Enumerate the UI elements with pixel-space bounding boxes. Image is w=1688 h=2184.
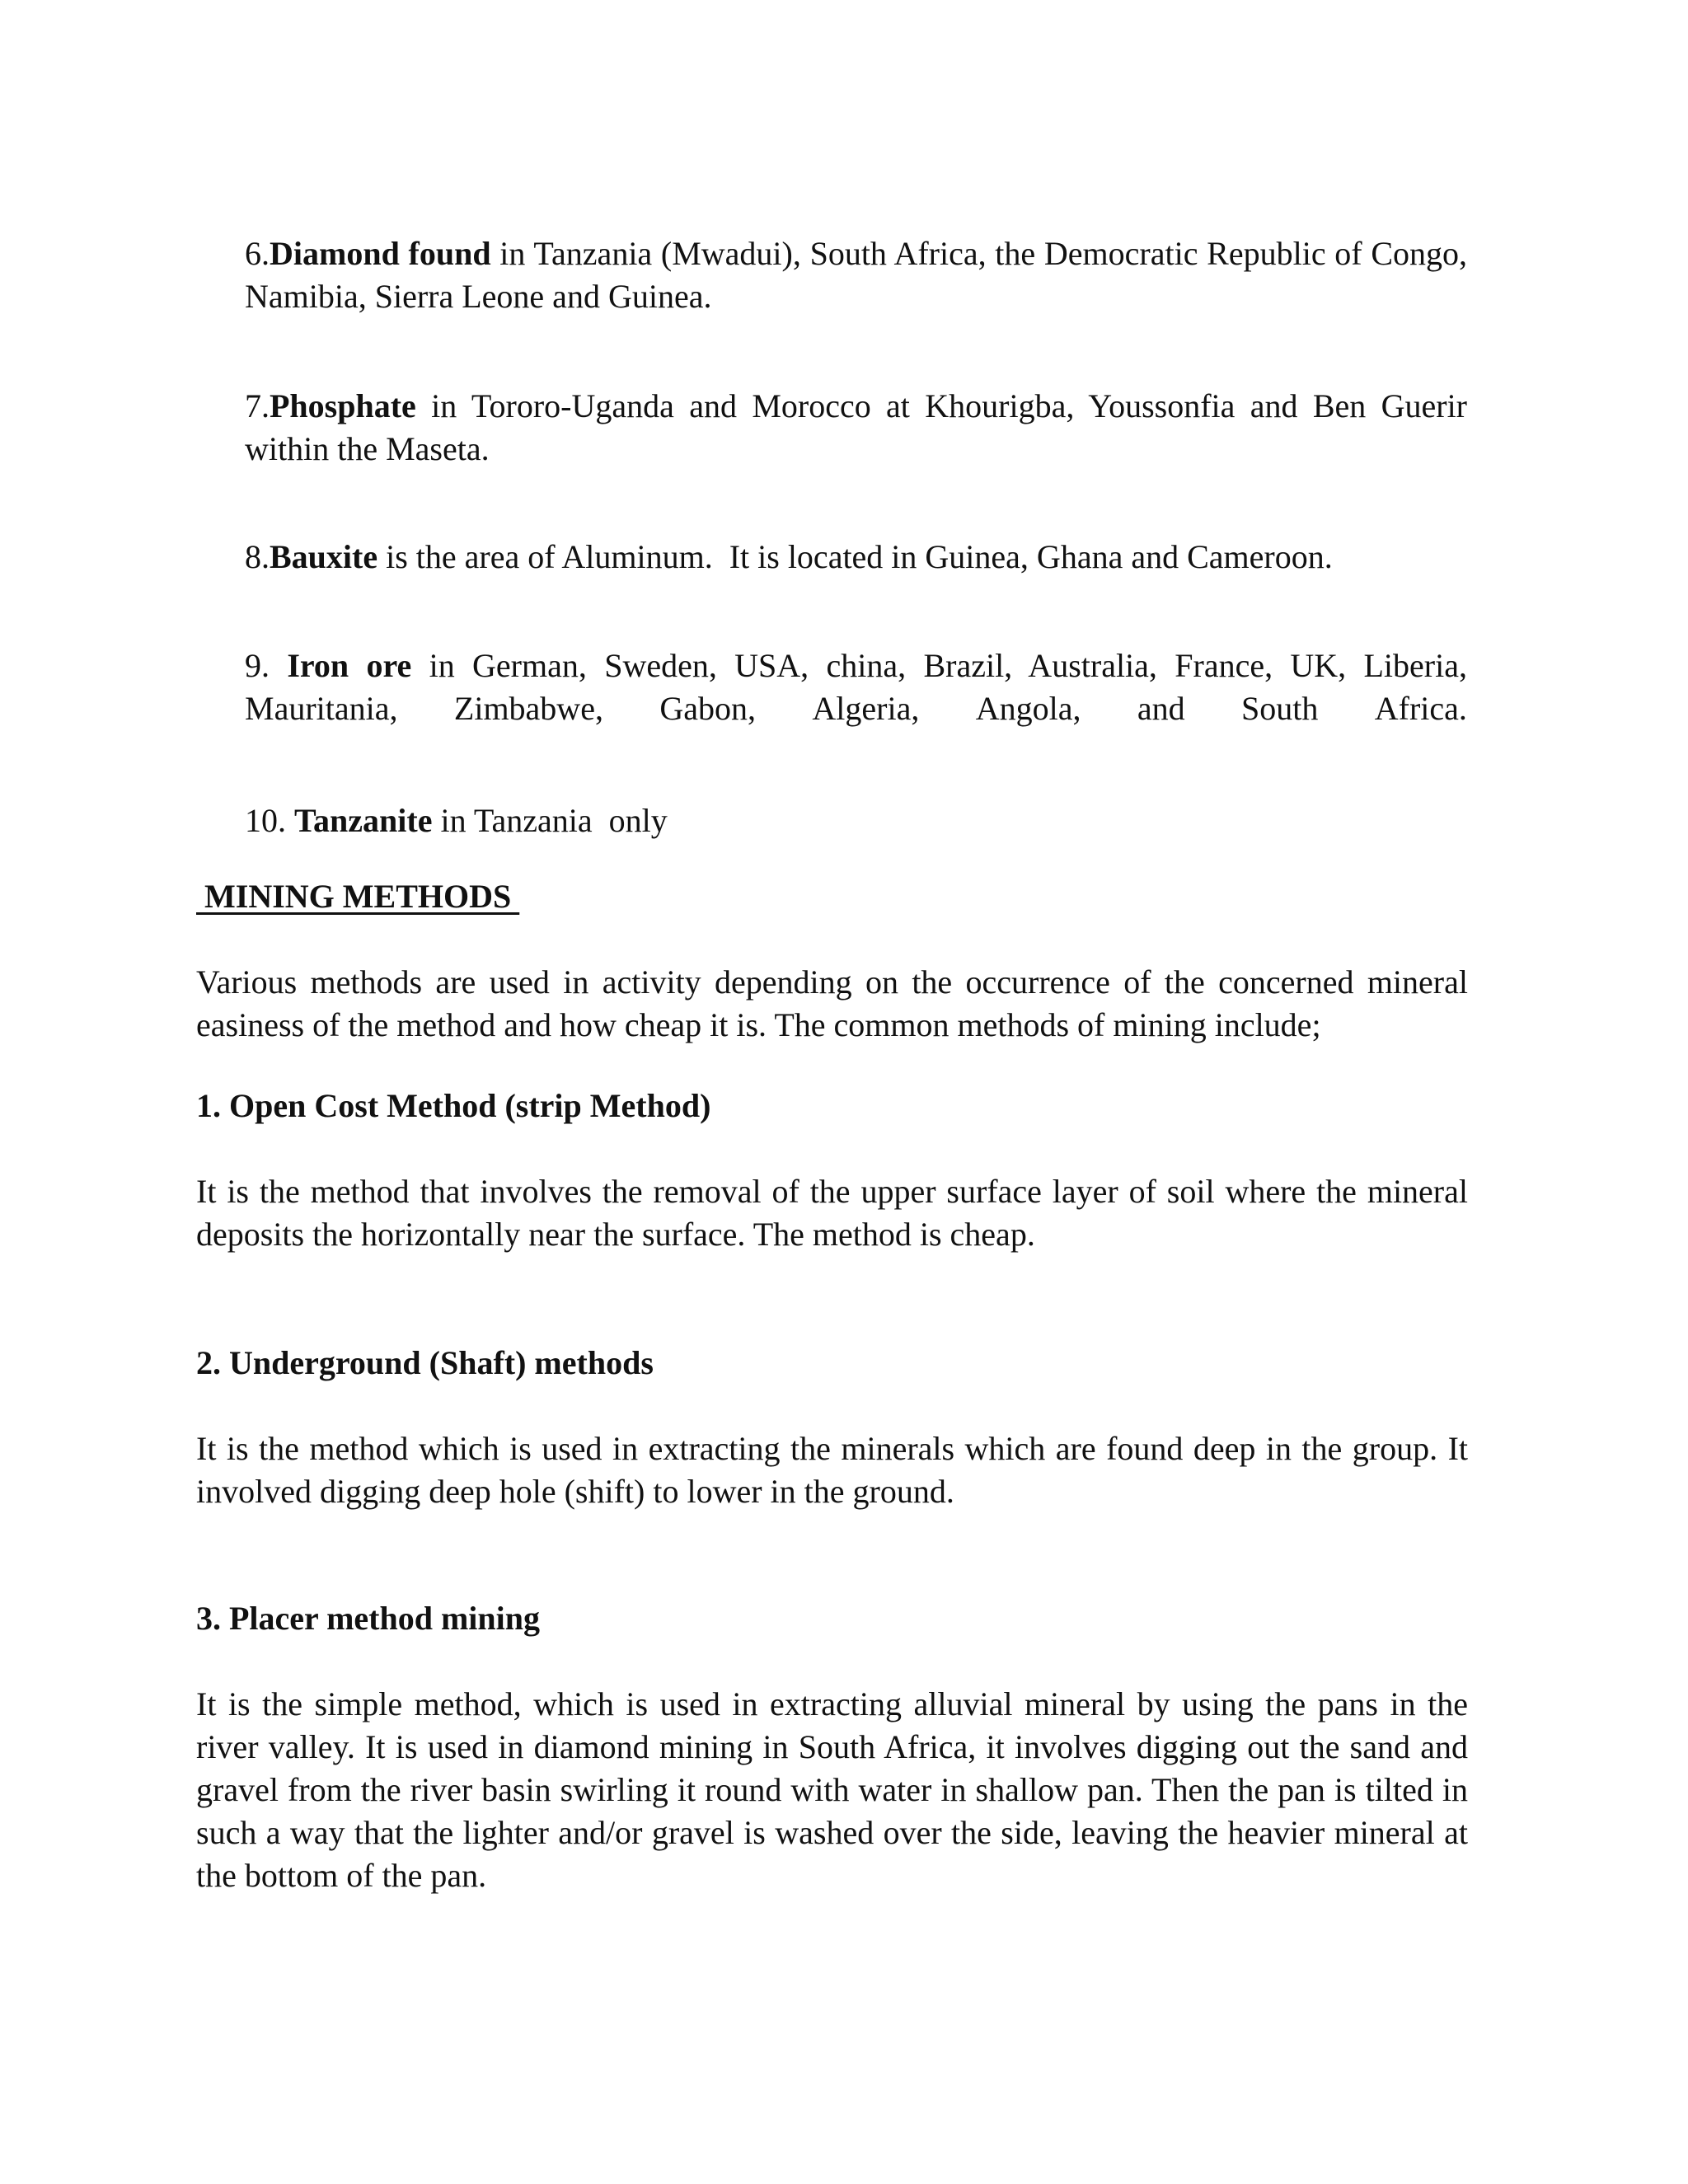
mineral-text: in German, Sweden, USA, china, Brazil, Australia, France, UK, Liberia,	[411, 647, 1467, 684]
method-text-underground: It is the method which is used in extracting the minerals which are found deep in the group. It involved digging deep hole (shift) to lower in the ground.	[196, 1430, 1468, 1510]
mineral-item-phosphate	[245, 385, 1467, 471]
item-number: 7.	[245, 387, 270, 424]
item-number: 8.	[245, 538, 270, 575]
method-title-underground: 2. Underground (Shaft) methods	[196, 1344, 654, 1381]
mineral-item-tanzanite	[245, 799, 1467, 842]
mineral-name: Tanzanite	[294, 802, 433, 839]
mineral-text: in Tororo-Uganda and Morocco at Khourigba, Youssonfia and Ben Guerir within the Maseta.	[245, 387, 1467, 467]
section-title: MINING METHODS	[196, 878, 520, 915]
country-word: Mauritania,	[245, 690, 398, 727]
mineral-name: Iron ore	[287, 647, 412, 684]
item-number: 6.	[245, 235, 270, 272]
item-number: 9.	[245, 647, 288, 684]
country-word: Gabon,	[659, 690, 756, 727]
mineral-name: Phosphate	[270, 387, 416, 424]
mineral-text: in Tanzania only	[432, 802, 668, 839]
mineral-name: Diamond found	[270, 235, 491, 272]
mineral-name: Bauxite	[270, 538, 378, 575]
mineral-text: in Tanzania (Mwadui), South Africa, the Democratic Republic of Congo, Namibia, Sierra Leone and Guinea.	[245, 235, 1468, 315]
method-title-open-cast: 1. Open Cost Method (strip Method)	[196, 1087, 711, 1124]
method-text-placer: It is the simple method, which is used in extracting alluvial mineral by using the pans in the river valley. It is used in diamond mining in South Africa, it involves digging out the sand and gravel from the river basin swirling it round with water in shallow pan. Then the pan is tilted in such a way that the lighter and/or gravel is washed over the side, leaving the heavier mineral at the bottom of the pan.	[196, 1685, 1468, 1894]
iron-ore-countries-line	[245, 687, 1467, 730]
item-number: 10.	[245, 802, 294, 839]
country-word: Algeria,	[812, 690, 920, 727]
method-title-placer: 3. Placer method mining	[196, 1600, 541, 1637]
mineral-item-diamond	[245, 232, 1467, 318]
country-word: and	[1137, 690, 1185, 727]
mineral-text: is the area of Aluminum. It is located in Guinea, Ghana and Cameroon.	[377, 538, 1333, 575]
country-word: Zimbabwe,	[453, 690, 603, 727]
country-word: Africa.	[1374, 690, 1467, 727]
method-text-open-cast: It is the method that involves the removal of the upper surface layer of soil where the mineral deposits the horizontally near the surface. The method is cheap.	[196, 1173, 1468, 1253]
mineral-item-iron-ore	[245, 644, 1467, 687]
mineral-item-bauxite	[245, 536, 1467, 579]
intro-paragraph: Various methods are used in activity depending on the occurrence of the concerned mineral easiness of the method and how cheap it is. The common methods of mining include;	[196, 963, 1468, 1043]
country-word: South	[1241, 690, 1319, 727]
country-word: Angola,	[975, 690, 1081, 727]
